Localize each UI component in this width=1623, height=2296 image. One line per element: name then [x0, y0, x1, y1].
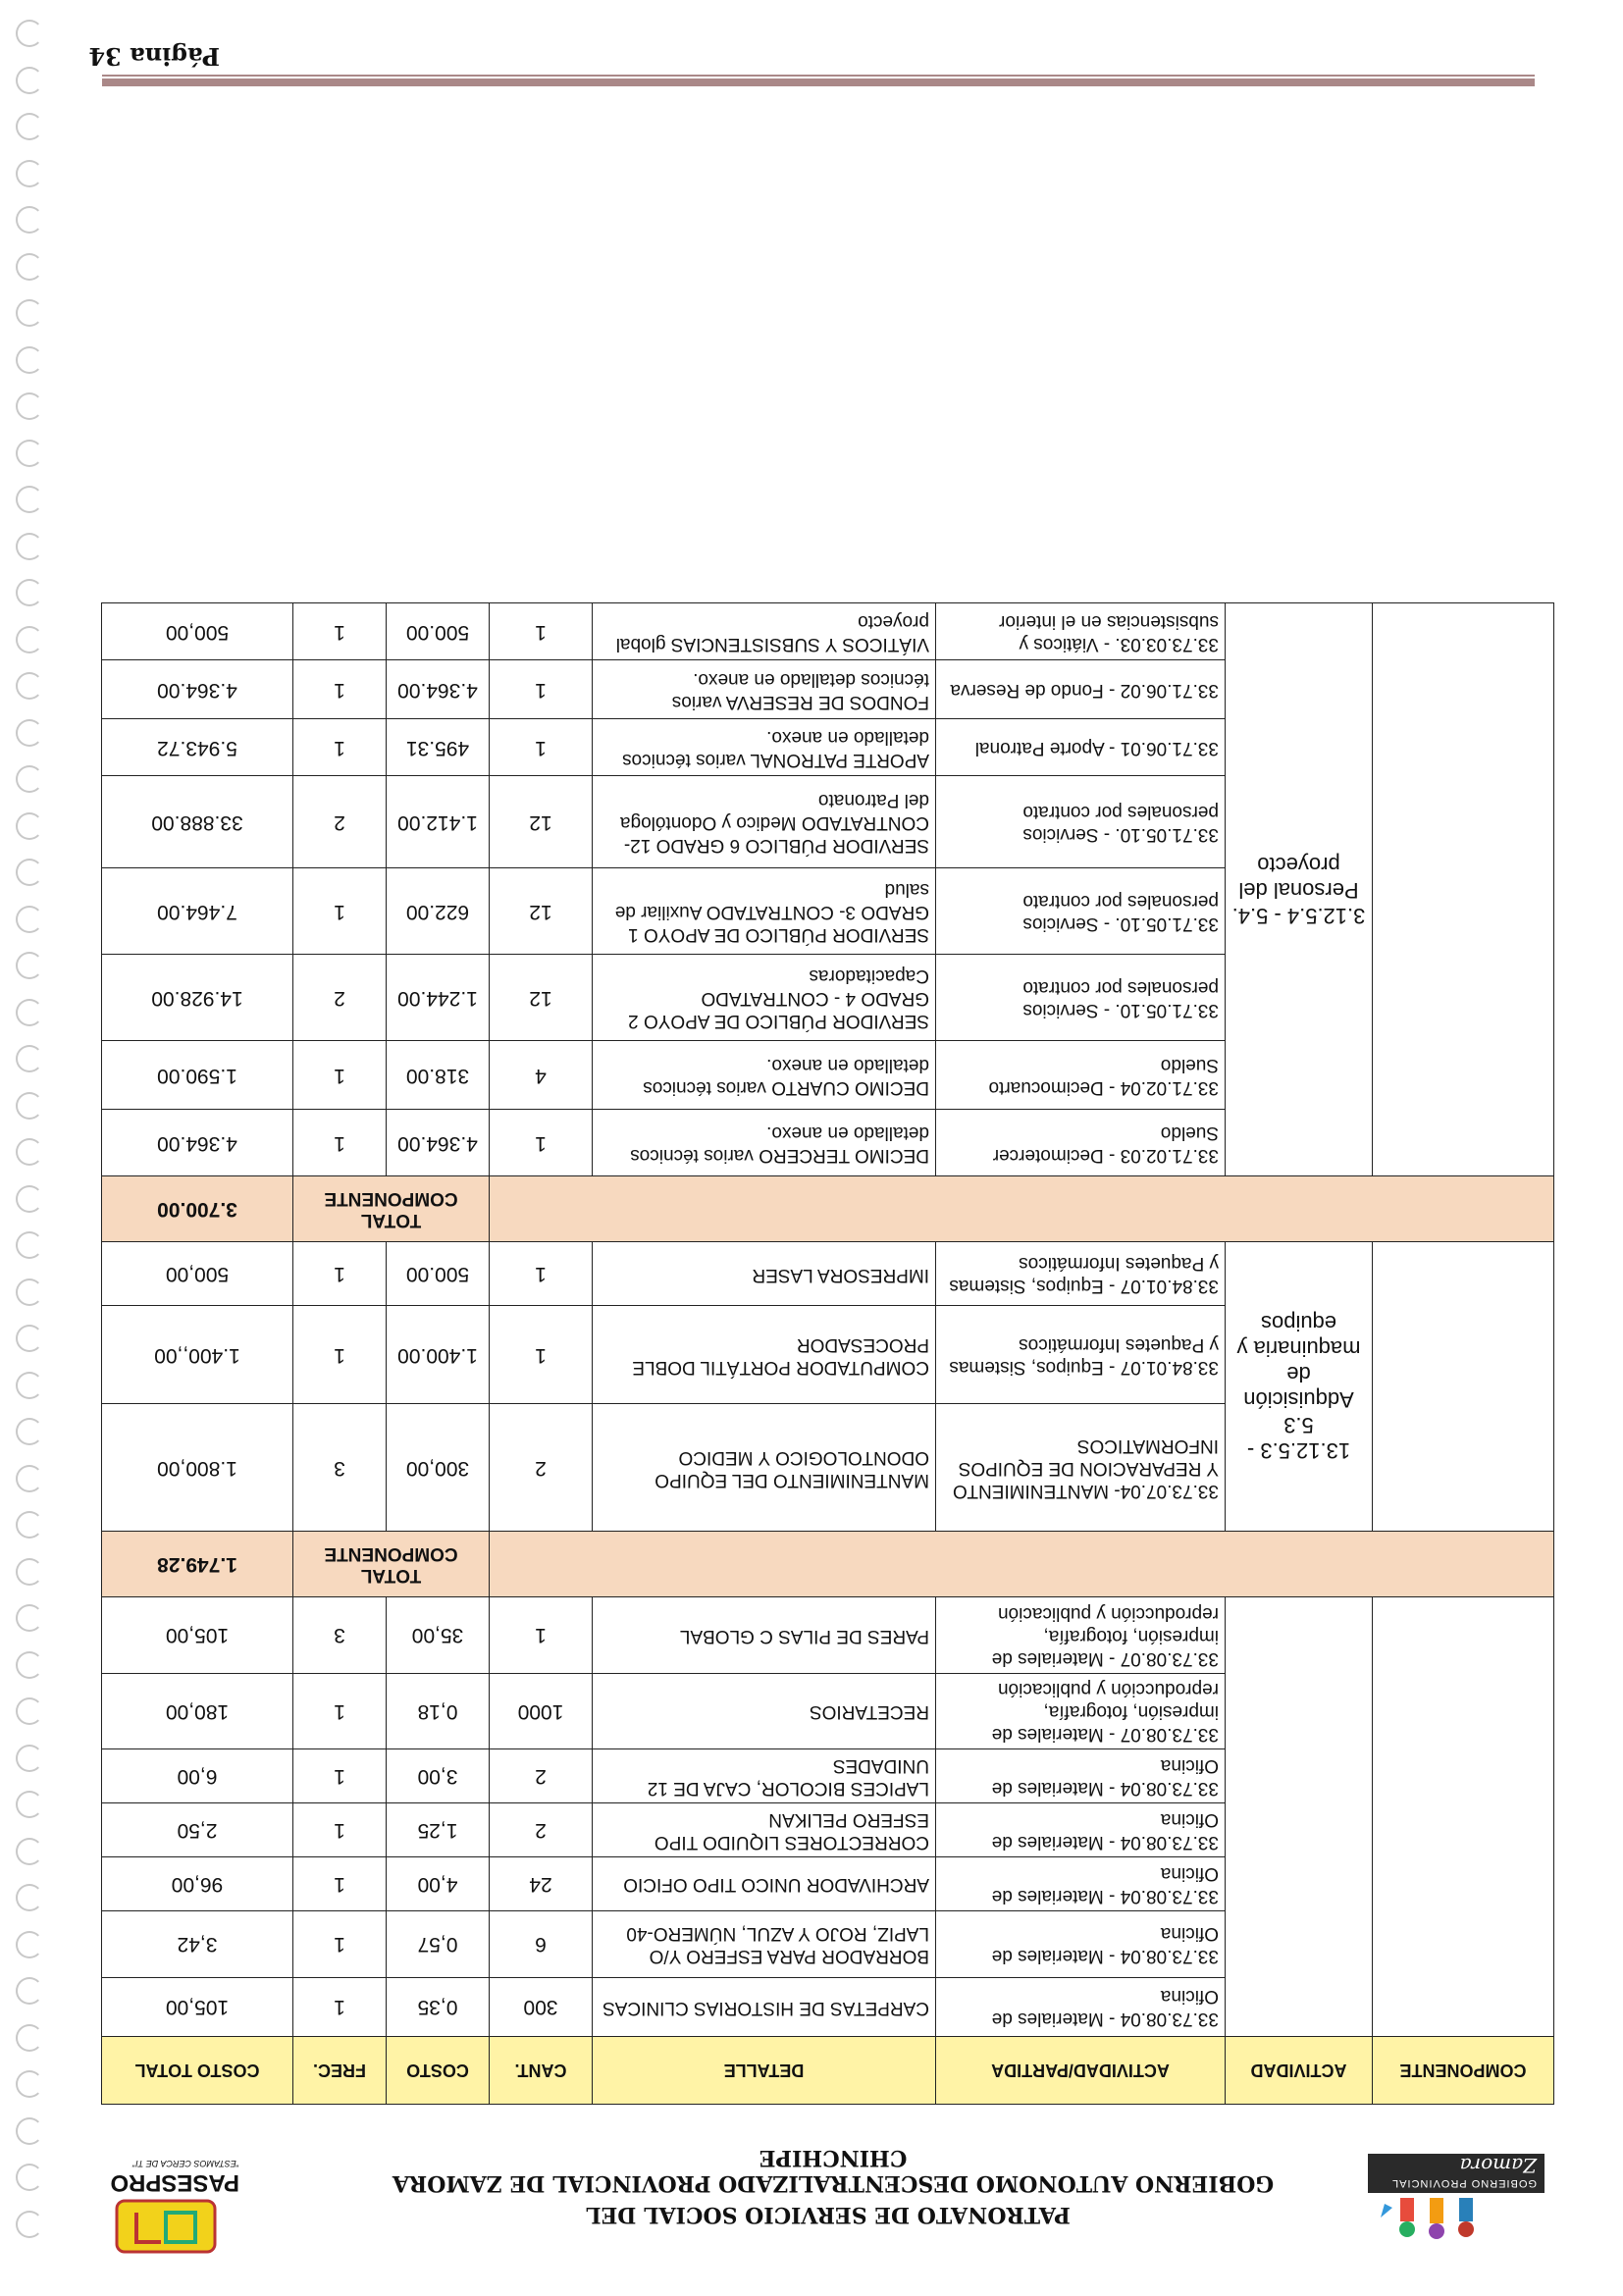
actividad-partida-cell: 33.73.07.04- MANTENIMIENTO Y REPARACION DE EQUIPOS INFORMATICOS — [936, 1404, 1226, 1532]
costo-cell: 318.00 — [387, 1041, 490, 1110]
binder-hole-icon — [16, 1745, 43, 1772]
detalle-cell: VIÁTICOS Y SUBSISTENCIAS global proyecto — [593, 603, 936, 660]
binder-hole-icon — [16, 1092, 43, 1120]
binder-hole-icon — [16, 2024, 43, 2052]
col-detalle: DETALLE — [593, 2037, 936, 2105]
col-actividad-partida: ACTIVIDAD/PARTIDA — [936, 2037, 1226, 2105]
cant-cell: 1 — [490, 719, 593, 776]
binder-hole-icon — [16, 1511, 43, 1539]
col-frec: FREC. — [293, 2037, 387, 2105]
binder-holes — [6, 0, 45, 2296]
costo-total-cell: 500,00 — [102, 1242, 293, 1306]
document-header — [102, 2130, 1554, 2257]
cant-cell: 12 — [490, 868, 593, 955]
actividad-partida-cell: 33.73.08.04 - Materiales de Oficina — [936, 1803, 1226, 1857]
binder-hole-icon — [16, 952, 43, 979]
cant-cell: 4 — [490, 1041, 593, 1110]
cant-cell: 12 — [490, 776, 593, 868]
costo-total-cell: 2,50 — [102, 1803, 293, 1857]
actividad-partida-cell: 33.71.06.01 - Aporte Patronal — [936, 719, 1226, 776]
costo-cell: 1,25 — [387, 1803, 490, 1857]
total-value-cell: 1.749.28 — [102, 1532, 293, 1597]
frec-cell: 1 — [293, 1749, 387, 1803]
binder-hole-icon — [16, 1465, 43, 1492]
costo-cell: 4.364.00 — [387, 660, 490, 719]
binder-hole-icon — [16, 1977, 43, 2005]
actividad-partida-cell: 33.73.08.04 - Materiales de Oficina — [936, 1857, 1226, 1911]
total-value-cell: 3.700.00 — [102, 1176, 293, 1242]
costo-total-cell: 14.928.00 — [102, 955, 293, 1041]
col-cant: CANT. — [490, 2037, 593, 2105]
frec-cell: 1 — [293, 603, 387, 660]
page-number: Página 34 — [88, 42, 220, 71]
binder-hole-icon — [16, 999, 43, 1026]
logo-band — [1368, 2130, 1544, 2193]
costo-cell: 35,00 — [387, 1597, 490, 1673]
frec-cell: 1 — [293, 1306, 387, 1404]
cant-cell: 12 — [490, 955, 593, 1041]
binder-hole-icon — [16, 812, 43, 840]
binder-hole-icon — [16, 253, 43, 281]
frec-cell: 1 — [293, 1110, 387, 1176]
detalle-cell: SERVIDOR PÚBLICO 6 GRADO 12- CONTRATADO Medico y Odontóloga del Patronato — [593, 776, 936, 868]
actividad-partida-cell: 33.71.05.10. - Servicios personales por contrato — [936, 868, 1226, 955]
costo-cell: 1.400.00 — [387, 1306, 490, 1404]
costo-total-cell: 7.464.00 — [102, 868, 293, 955]
frec-cell: 1 — [293, 1978, 387, 2037]
actividad-partida-cell: 33.73.03.03. - Viáticos y subsistencias en el interior — [936, 603, 1226, 660]
actividad-partida-cell: 33.73.08.07 - Materiales de impresión, fotografía, reproducción y publicación — [936, 1673, 1226, 1748]
binder-hole-icon — [16, 859, 43, 886]
detalle-cell: CORRECTORES LIQUIDO TIPO ESFERO PELIKAN — [593, 1803, 936, 1857]
binder-hole-icon — [16, 299, 43, 327]
costo-cell: 0,57 — [387, 1911, 490, 1978]
costo-total-cell: 33.888.00 — [102, 776, 293, 868]
cant-cell: 2 — [490, 1803, 593, 1857]
binder-hole-icon — [16, 1045, 43, 1072]
frec-cell: 2 — [293, 776, 387, 868]
actividad-group-cell — [1226, 1597, 1373, 2037]
frec-cell: 1 — [293, 719, 387, 776]
binder-hole-icon — [16, 206, 43, 234]
binder-hole-icon — [16, 1884, 43, 1911]
actividad-partida-cell: 33.71.05.10. - Servicios personales por contrato — [936, 955, 1226, 1041]
binder-hole-icon — [16, 533, 43, 560]
actividad-group-cell: 13.12.5.3 - 5.3 Adquisición de maquinaria y equipos — [1226, 1242, 1373, 1532]
actividad-group-cell: 3.12.5.4 - 5.4. Personal del proyecto — [1226, 603, 1373, 1176]
detalle-cell: LAPICES BICOLOR, CAJA DE 12 UNIDADES — [593, 1749, 936, 1803]
costo-total-cell: 5.943.72 — [102, 719, 293, 776]
componente-cell — [1373, 1597, 1554, 2037]
frec-cell: 1 — [293, 1911, 387, 1978]
binder-hole-icon — [16, 1138, 43, 1166]
frec-cell: 1 — [293, 1673, 387, 1748]
table-row — [102, 1978, 1554, 2037]
binder-hole-icon — [16, 113, 43, 140]
binder-hole-icon — [16, 2070, 43, 2098]
costo-total-cell: 105,00 — [102, 1978, 293, 2037]
binder-hole-icon — [16, 906, 43, 933]
children-illustration-icon — [1378, 2193, 1486, 2247]
frec-cell: 1 — [293, 868, 387, 955]
binder-hole-icon — [16, 1931, 43, 1958]
frec-cell: 2 — [293, 955, 387, 1041]
costo-cell: 4,00 — [387, 1857, 490, 1911]
header-title-line1: PATRONATO DE SERVICIO SOCIAL DEL — [586, 2202, 1071, 2227]
frec-cell: 1 — [293, 1041, 387, 1110]
binder-hole-icon — [16, 1604, 43, 1632]
pasespro-brand: PASESPRO — [110, 2169, 239, 2196]
frec-cell: 1 — [293, 1857, 387, 1911]
cant-cell: 2 — [490, 1404, 593, 1532]
costo-cell: 1.412.00 — [387, 776, 490, 868]
componente-cell — [1373, 1242, 1554, 1532]
costo-total-cell: 4.364.00 — [102, 660, 293, 719]
footer-rule-thin — [102, 75, 1535, 77]
detalle-cell: APORTE PATRONAL varios técnicos detallado en anexo. — [593, 719, 936, 776]
logo-top-text: GOBIERNO PROVINCIAL — [1391, 2177, 1537, 2189]
binder-hole-icon — [16, 1231, 43, 1259]
costo-total-cell: 180,00 — [102, 1673, 293, 1748]
detalle-cell: FONDOS DE RESERVA varios técnicos detallado en anexo. — [593, 660, 936, 719]
cant-cell: 300 — [490, 1978, 593, 2037]
detalle-cell: DECIMO TERCERO varios técnicos detallado en anexo. — [593, 1110, 936, 1176]
actividad-partida-cell: 33.73.08.04 - Materiales de Oficina — [936, 1749, 1226, 1803]
costo-cell: 500.00 — [387, 1242, 490, 1306]
header-title-line2: GOBIERNO AUTONOMO DESCENTRALIZADO PROVINCIAL DE ZAMORA CHINCHIPE — [392, 2145, 1275, 2196]
cant-cell: 1 — [490, 603, 593, 660]
binder-hole-icon — [16, 579, 43, 606]
total-label-cell: TOTAL COMPONENTE — [293, 1176, 490, 1242]
binder-hole-icon — [16, 765, 43, 793]
binder-hole-icon — [16, 672, 43, 700]
binder-hole-icon — [16, 67, 43, 94]
frec-cell: 1 — [293, 660, 387, 719]
actividad-partida-cell: 33.71.06.02 - Fondo de Reserva — [936, 660, 1226, 719]
total-spacer-cell — [490, 1532, 1554, 1597]
costo-cell: 4.364.00 — [387, 1110, 490, 1176]
detalle-cell: BORRADOR PARA ESFERO Y/O LAPIZ, ROJO Y AZUL, NÚMERO-40 — [593, 1911, 936, 1978]
frec-cell: 3 — [293, 1597, 387, 1673]
costo-cell: 500.00 — [387, 603, 490, 660]
pasespro-logo — [92, 2139, 239, 2257]
binder-hole-icon — [16, 1325, 43, 1352]
detalle-cell: MANTENIMIENTO DEL EQUIPO ODONTOLOGICO Y MEDICO — [593, 1404, 936, 1532]
detalle-cell: SERVIDOR PÚBLICO DE APOYO 1 GRADO 3- CONTRATADO Auxiliar de salud — [593, 868, 936, 955]
cant-cell: 1 — [490, 660, 593, 719]
total-row — [102, 1176, 1554, 1242]
cant-cell: 1 — [490, 1242, 593, 1306]
actividad-partida-cell: 33.73.08.04 - Materiales de Oficina — [936, 1978, 1226, 2037]
table-row — [102, 1404, 1554, 1532]
costo-total-cell: 105,00 — [102, 1597, 293, 1673]
binder-hole-icon — [16, 20, 43, 47]
total-row — [102, 1532, 1554, 1597]
gobierno-provincial-logo — [1368, 2130, 1544, 2247]
cant-cell: 24 — [490, 1857, 593, 1911]
costo-cell: 3,00 — [387, 1749, 490, 1803]
binder-hole-icon — [16, 1651, 43, 1679]
col-costo-total: COSTO TOTAL — [102, 2037, 293, 2105]
cant-cell: 1 — [490, 1306, 593, 1404]
actividad-partida-cell: 33.84.01.07 - Equipos, Sistemas y Paquetes Informáticos — [936, 1242, 1226, 1306]
binder-hole-icon — [16, 1791, 43, 1818]
detalle-cell: PARES DE PILAS C GLOBAL — [593, 1597, 936, 1673]
binder-hole-icon — [16, 719, 43, 747]
actividad-partida-cell: 33.73.08.07 - Materiales de impresión, fotografía, reproducción y publicación — [936, 1597, 1226, 1673]
detalle-cell: RECETARIOS — [593, 1673, 936, 1748]
costo-cell: 0,35 — [387, 1978, 490, 2037]
binder-hole-icon — [16, 440, 43, 467]
binder-hole-icon — [16, 392, 43, 420]
detalle-cell: IMPRESORA LASER — [593, 1242, 936, 1306]
table-row — [102, 1110, 1554, 1176]
binder-hole-icon — [16, 1418, 43, 1445]
actividad-partida-cell: 33.71.02.03 - Decimotercer Sueldo — [936, 1110, 1226, 1176]
costo-total-cell: 96,00 — [102, 1857, 293, 1911]
cant-cell: 1 — [490, 1597, 593, 1673]
detalle-cell: COMPUTADOR PORTÁTIL DOBLE PROCESADOR — [593, 1306, 936, 1404]
binder-hole-icon — [16, 1185, 43, 1213]
binder-hole-icon — [16, 1558, 43, 1586]
binder-hole-icon — [16, 1372, 43, 1399]
total-label-cell: TOTAL COMPONENTE — [293, 1532, 490, 1597]
col-componente: COMPONENTE — [1373, 2037, 1554, 2105]
binder-hole-icon — [16, 2117, 43, 2145]
costo-total-cell: 500,00 — [102, 603, 293, 660]
binder-hole-icon — [16, 1838, 43, 1865]
detalle-cell: SERVIDOR PÚBLICO DE APOYO 2 GRADO 4 - CONTRATADO Capacitadoras — [593, 955, 936, 1041]
detalle-cell: DECIMO CUARTO varios técnicos detallado en anexo. — [593, 1041, 936, 1110]
componente-cell — [1373, 603, 1554, 1176]
costo-total-cell: 3,42 — [102, 1911, 293, 1978]
costo-cell: 622.00 — [387, 868, 490, 955]
frec-cell: 1 — [293, 1803, 387, 1857]
binder-hole-icon — [16, 486, 43, 513]
binder-hole-icon — [16, 1278, 43, 1306]
costo-total-cell: 6,00 — [102, 1749, 293, 1803]
binder-hole-icon — [16, 2211, 43, 2238]
binder-hole-icon — [16, 346, 43, 374]
frec-cell: 3 — [293, 1404, 387, 1532]
binder-hole-icon — [16, 2164, 43, 2191]
costo-cell: 300,00 — [387, 1404, 490, 1532]
table-header-row — [102, 2037, 1554, 2105]
actividad-partida-cell: 33.84.01.07 - Equipos, Sistemas y Paquetes Informáticos — [936, 1306, 1226, 1404]
logo-name-text: Zamora Chinchipe — [1436, 2130, 1537, 2177]
cant-cell: 6 — [490, 1911, 593, 1978]
binder-hole-icon — [16, 1697, 43, 1725]
costo-cell: 0,18 — [387, 1673, 490, 1748]
budget-table — [101, 602, 1554, 2105]
detalle-cell: ARCHIVADOR UNICO TIPO OFICIO — [593, 1857, 936, 1911]
col-actividad: ACTIVIDAD — [1226, 2037, 1373, 2105]
frec-cell: 1 — [293, 1242, 387, 1306]
cant-cell: 1 — [490, 1110, 593, 1176]
col-costo: COSTO — [387, 2037, 490, 2105]
costo-cell: 495.31 — [387, 719, 490, 776]
costo-total-cell: 1.400,,00 — [102, 1306, 293, 1404]
actividad-partida-cell: 33.71.02.04 - Decimocuarto Sueldo — [936, 1041, 1226, 1110]
total-spacer-cell — [490, 1176, 1554, 1242]
binder-hole-icon — [16, 160, 43, 187]
pasespro-emblem-icon — [112, 2198, 220, 2257]
cant-cell: 2 — [490, 1749, 593, 1803]
costo-total-cell: 1.590.00 — [102, 1041, 293, 1110]
costo-total-cell: 1.800,00 — [102, 1404, 293, 1532]
pasespro-slogan: "ESTAMOS CERCA DE TI" — [132, 2159, 239, 2168]
footer-rule — [102, 78, 1535, 86]
cant-cell: 1000 — [490, 1673, 593, 1748]
costo-total-cell: 4.364.00 — [102, 1110, 293, 1176]
detalle-cell: CARPETAS DE HISTORIAS CLINICAS — [593, 1978, 936, 2037]
actividad-partida-cell: 33.73.08.04 - Materiales de Oficina — [936, 1911, 1226, 1978]
actividad-partida-cell: 33.71.05.10. - Servicios personales por contrato — [936, 776, 1226, 868]
binder-hole-icon — [16, 626, 43, 653]
costo-cell: 1.244.00 — [387, 955, 490, 1041]
